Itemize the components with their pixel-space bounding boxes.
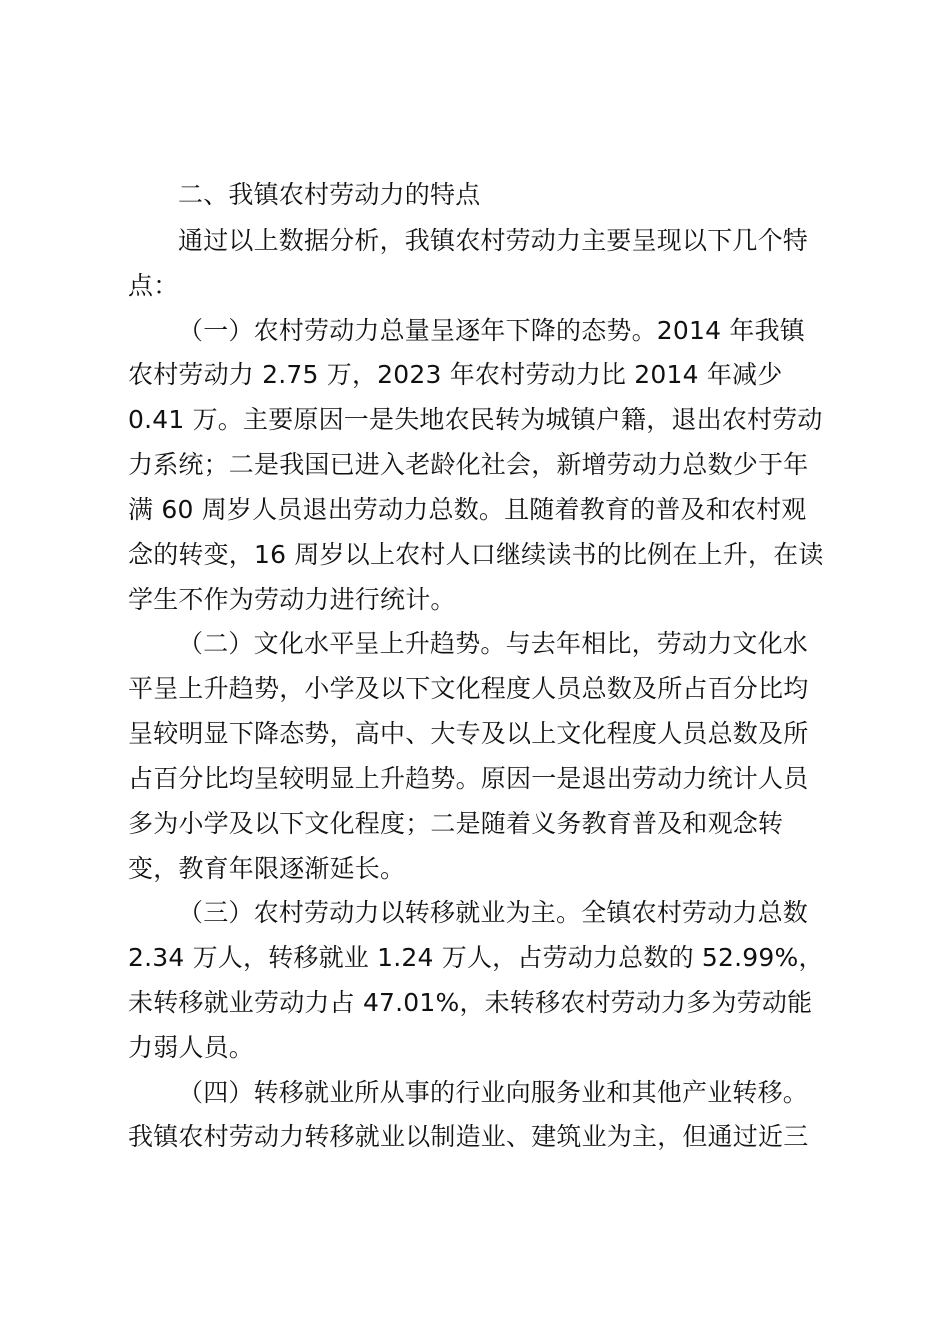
paragraph-line: 变，教育年限逐渐延长。 [128,854,406,883]
paragraph-line: 2.34 万人，转移就业 1.24 万人，占劳动力总数的 52.99%， [128,943,824,972]
section-heading: 二、我镇农村劳动力的特点 [178,180,481,209]
paragraph-line: 力弱人员。 [128,1033,255,1062]
paragraph-line: 占百分比均呈较明显上升趋势。原因一是退出劳动力统计人员 [128,764,809,793]
paragraph-line: 通过以上数据分析，我镇农村劳动力主要呈现以下几个特 [178,226,809,255]
paragraph-line: 平呈上升趋势，小学及以下文化程度人员总数及所占百分比均 [128,674,809,703]
paragraph-line: 呈较明显下降态势，高中、大专及以上文化程度人员总数及所 [128,719,809,748]
paragraph-line: （一）农村劳动力总量呈逐年下降的态势。2014 年我镇 [178,316,805,345]
paragraph-line: （四）转移就业所从事的行业向服务业和其他产业转移。 [178,1078,809,1107]
paragraph-line: 念的转变，16 周岁以上农村人口继续读书的比例在上升，在读 [128,540,824,569]
paragraph-line: 力系统；二是我国已进入老龄化社会，新增劳动力总数少于年 [128,450,809,479]
paragraph-line: 满 60 周岁人员退出劳动力总数。且随着教育的普及和农村观 [128,495,807,524]
paragraph-line: 我镇农村劳动力转移就业以制造业、建筑业为主，但通过近三 [128,1122,809,1151]
paragraph-line: 学生不作为劳动力进行统计。 [128,585,456,614]
paragraph-line: （三）农村劳动力以转移就业为主。全镇农村劳动力总数 [178,898,809,927]
paragraph-line: 农村劳动力 2.75 万，2023 年农村劳动力比 2014 年减少 [128,360,783,389]
paragraph-line: 0.41 万。主要原因一是失地农民转为城镇户籍，退出农村劳动 [128,405,823,434]
paragraph-line: 点： [128,271,179,300]
paragraph-line: 多为小学及以下文化程度；二是随着义务教育普及和观念转 [128,809,784,838]
paragraph-line: （二）文化水平呈上升趋势。与去年相比，劳动力文化水 [178,629,809,658]
paragraph-line: 未转移就业劳动力占 47.01%，未转移农村劳动力多为劳动能 [128,988,813,1017]
